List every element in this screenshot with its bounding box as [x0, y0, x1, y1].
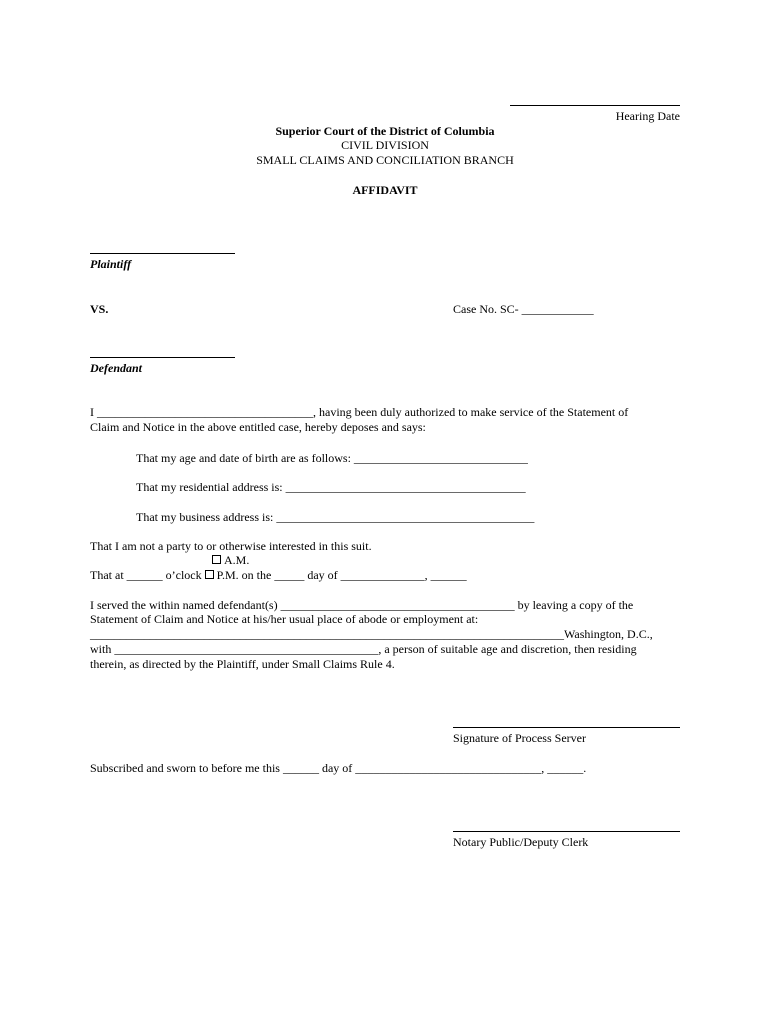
business-address-line: That my business address is: ___________________________________________	[136, 510, 535, 524]
service-time-line	[90, 568, 467, 583]
served-line-2: Statement of Claim and Notice at his/her usual place of abode or employment at:	[90, 612, 479, 626]
process-server-label: Signature of Process Server	[453, 731, 586, 745]
intro-line-2: Claim and Notice in the above entitled case, hereby deposes and says:	[90, 420, 426, 434]
notary-label: Notary Public/Deputy Clerk	[453, 835, 589, 849]
plaintiff-line	[90, 253, 235, 254]
service-time-pm-suffix: P.M. on the _____ day of ______________, ______	[216, 568, 467, 582]
court-name: Superior Court of the District of Columbia	[275, 124, 495, 138]
service-time-prefix: That at ______ o’clock	[90, 568, 202, 582]
served-line-1: I served the within named defendant(s) _______________________________________ by leaving a copy of the	[90, 598, 634, 612]
residential-address-line: That my residential address is: ________________________________________	[136, 480, 526, 494]
subscribed-sworn-line: Subscribed and sworn to before me this ______ day of _______________________________, ______.	[90, 761, 587, 775]
with-person-line: with ____________________________________________, a person of suitable age and discretion, then residing	[90, 642, 637, 656]
branch-title: SMALL CLAIMS AND CONCILIATION BRANCH	[256, 153, 514, 167]
vs-label: VS.	[90, 302, 109, 316]
am-checkbox[interactable]	[212, 555, 221, 564]
process-server-signature-line	[453, 727, 680, 728]
notary-signature-line	[453, 831, 680, 832]
hearing-date-line	[510, 105, 680, 106]
pm-checkbox[interactable]	[205, 570, 214, 579]
am-label: A.M.	[224, 553, 250, 567]
am-option	[212, 553, 249, 568]
intro-line-1: I ____________________________________, having been duly authorized to make service of the Statement of	[90, 405, 629, 419]
plaintiff-label: Plaintiff	[90, 257, 132, 271]
defendant-line	[90, 357, 235, 358]
case-number-field: Case No. SC- ____________	[453, 302, 594, 316]
age-dob-line: That my age and date of birth are as follows: _____________________________	[136, 451, 528, 465]
therein-line: therein, as directed by the Plaintiff, under Small Claims Rule 4.	[90, 657, 395, 671]
hearing-date-label: Hearing Date	[615, 109, 680, 123]
defendant-label: Defendant	[90, 361, 142, 375]
division-title: CIVIL DIVISION	[341, 138, 429, 152]
not-party-statement: That I am not a party to or otherwise interested in this suit.	[90, 539, 372, 553]
service-address-line: _______________________________________________________________________________Washington, D.C.,	[90, 627, 653, 641]
document-title: AFFIDAVIT	[352, 183, 418, 197]
